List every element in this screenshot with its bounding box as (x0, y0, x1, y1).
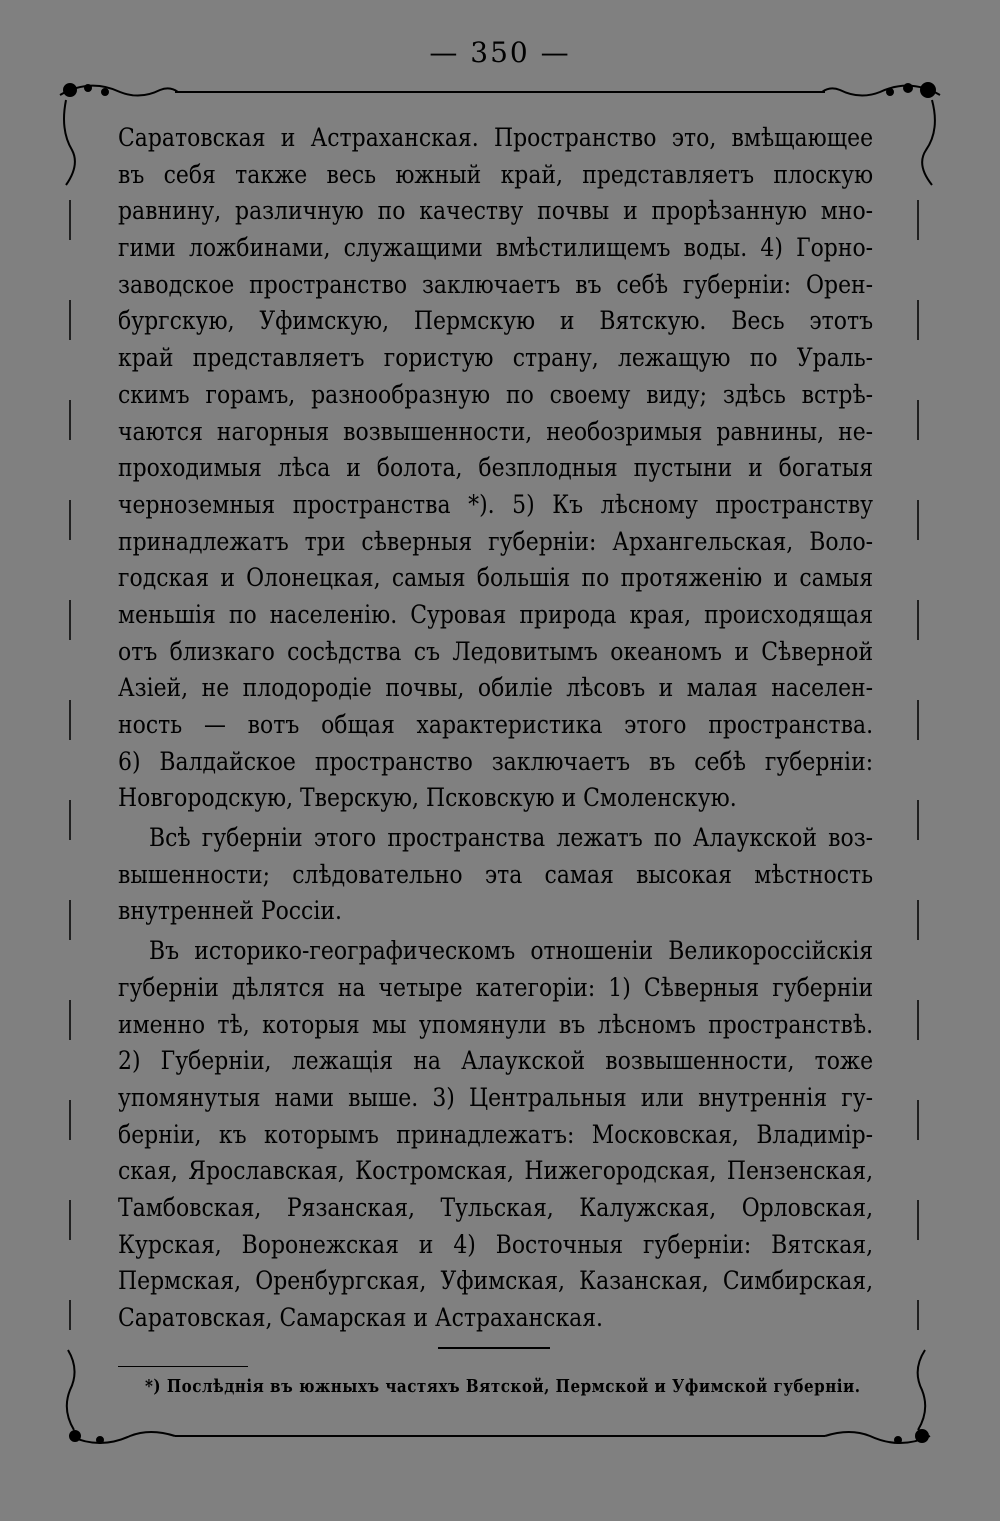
section-divider (438, 1347, 550, 1349)
text-line: заводское пространство заключаетъ въ себѣ губерніи: Орен- (118, 269, 874, 300)
text-line: 2) Губерніи, лежащія на Алаукской возвышенности, тоже (118, 1046, 874, 1077)
text-line: въ себя также весь южный край, представляетъ плоскую (118, 159, 874, 190)
text-line: отъ близкаго сосѣдства съ Ледовитымъ океаномъ и Сѣверной (118, 636, 874, 667)
text-line: чаются нагорныя возвышенности, необозримыя равнины, не- (118, 416, 874, 447)
text-line: берніи, къ которымъ принадлежатъ: Московская, Владимір- (118, 1119, 874, 1150)
text-line: черноземныя пространства *). 5) Къ лѣсному пространству (118, 489, 874, 520)
text-line: проходимыя лѣса и болота, безплодныя пустыни и богатыя (118, 453, 874, 484)
text-line: принадлежатъ три сѣверныя губерніи: Архангельская, Воло- (118, 526, 874, 557)
text-line: Всѣ губерніи этого пространства лежатъ по Алаукской воз- (148, 823, 874, 854)
text-line: гими ложбинами, служащими вмѣстилищемъ воды. 4) Горно- (118, 233, 874, 264)
text-line: ская, Ярославская, Костромская, Нижегородская, Пензенская, (118, 1156, 874, 1187)
text-line: упомянутыя нами выше. 3) Центральныя или внутреннія гу- (118, 1082, 874, 1113)
footnote: *) Послѣднія въ южныхъ частяхъ Вятской, Пермской и Уфимской губерніи. (145, 1376, 861, 1397)
text-line: бургскую, Уфимскую, Пермскую и Вятскую. Весь этотъ (118, 306, 874, 337)
text-line: 6) Валдайское пространство заключаетъ въ себѣ губерніи: (118, 746, 874, 777)
text-line: Курская, Воронежская и 4) Восточныя губерніи: Вятская, (118, 1229, 874, 1260)
text-line: Новгородскую, Тверскую, Псковскую и Смоленскую. (118, 783, 737, 814)
page-number: — 350 — (429, 36, 571, 69)
text-line: Тамбовская, Рязанская, Тульская, Калужская, Орловская, (118, 1192, 874, 1223)
text-line: именно тѣ, которыя мы упомянули въ лѣсномъ пространствѣ. (118, 1009, 874, 1040)
text-line: скимъ горамъ, разнообразную по своему виду; здѣсь встрѣ- (118, 379, 874, 410)
text-line: Въ историко-географическомъ отношеніи Великороссійскія (148, 936, 874, 967)
text-line: равнину, различную по качеству почвы и прорѣзанную мно- (118, 196, 874, 227)
body-text (118, 120, 873, 1337)
text-line: Саратовская, Самарская и Астраханская. (118, 1303, 604, 1333)
text-line: Саратовская и Астраханская. Пространство это, вмѣщающее (118, 123, 874, 153)
text-line: ность — вотъ общая характеристика этого пространства. (118, 710, 874, 740)
text-line: внутренней Россіи. (118, 896, 342, 927)
text-line: Пермская, Оренбургская, Уфимская, Казанская, Симбирская, (118, 1266, 874, 1297)
text-line: вышенности; слѣдовательно эта самая высокая мѣстность (118, 859, 874, 890)
text-line: годская и Олонецкая, самыя большія по протяженію и самыя (118, 563, 874, 594)
text-line: Азіей, не плодородіе почвы, обиліе лѣсовъ и малая населен- (118, 673, 874, 704)
footnote-divider (118, 1366, 248, 1367)
text-line: губерніи дѣлятся на четыре категоріи: 1) Сѣверныя губерніи (118, 972, 874, 1003)
text-line: меньшія по населенію. Суровая природа края, происходящая (118, 599, 874, 630)
text-line: край представляетъ гористую страну, лежащую по Ураль- (118, 343, 874, 374)
